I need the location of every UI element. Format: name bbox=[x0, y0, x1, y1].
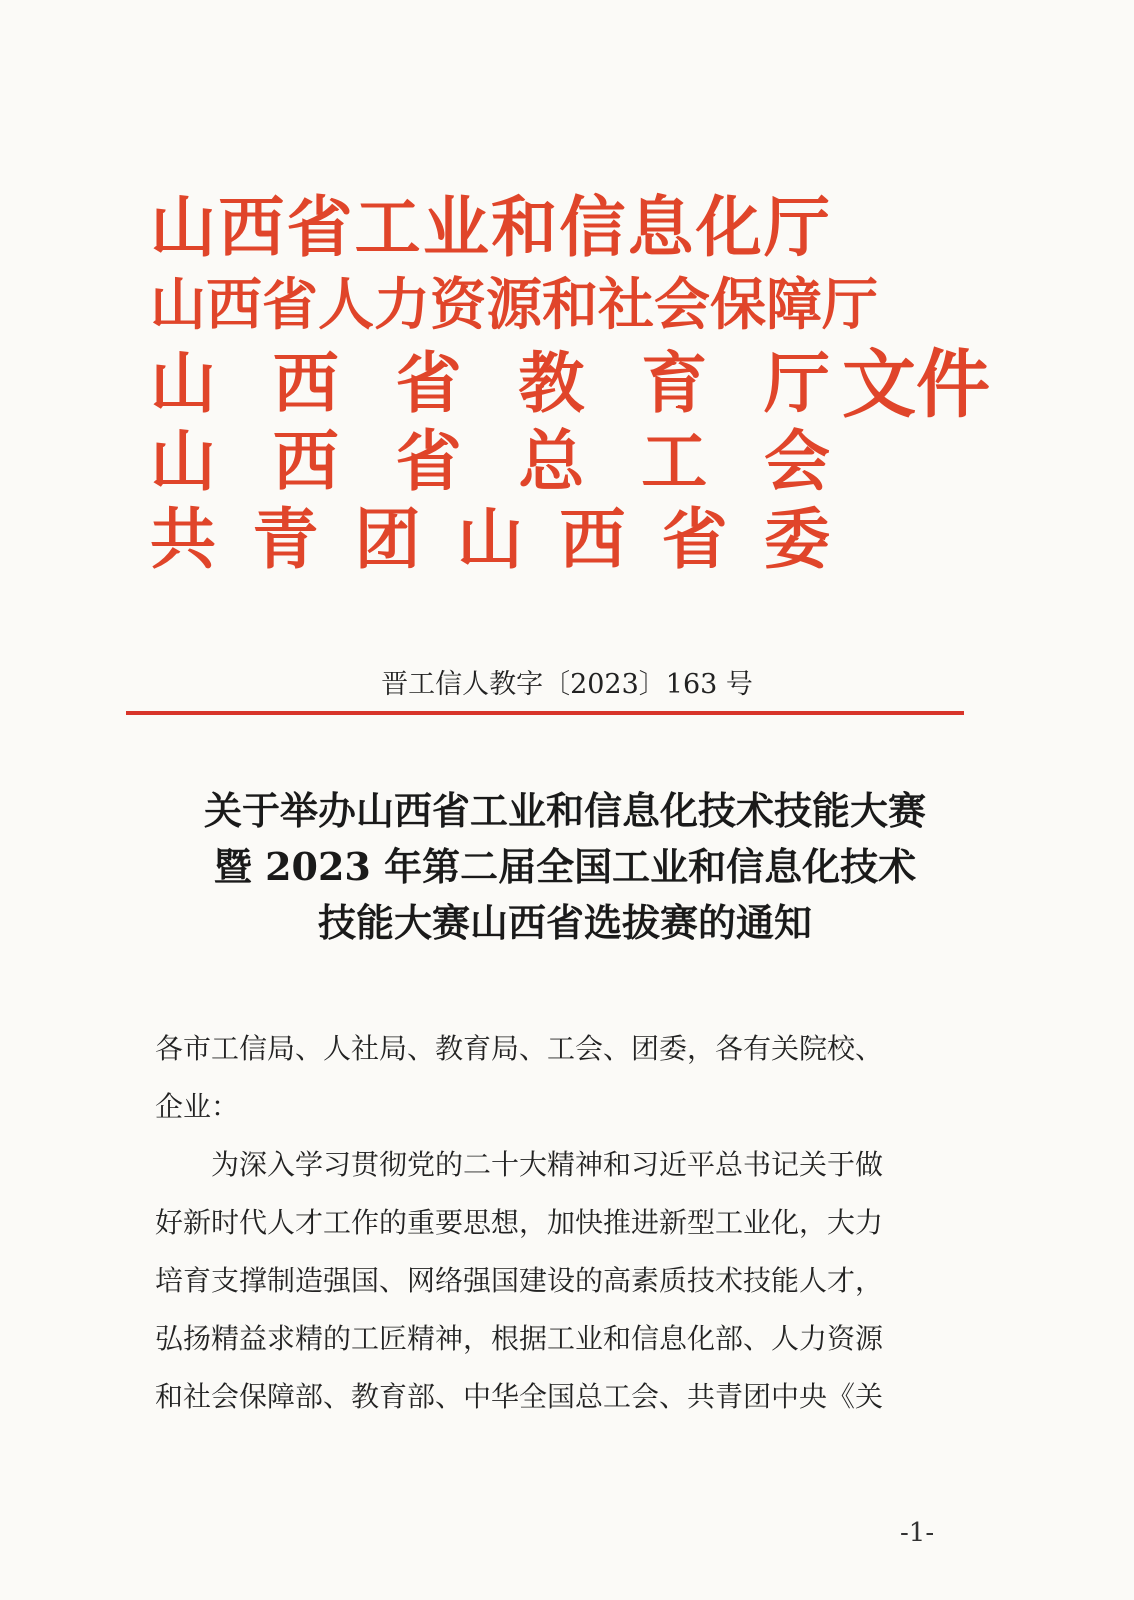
paragraph-line: 弘扬精益求精的工匠精神，根据工业和信息化部、人力资源 bbox=[155, 1322, 884, 1355]
red-divider-line bbox=[126, 711, 964, 715]
issuer-youth-league-committee: 共 青 团 山 西 省 委 bbox=[150, 500, 830, 578]
title-line: 暨 2023 年第二届全国工业和信息化技术 bbox=[213, 844, 917, 889]
file-label: 文件 bbox=[842, 342, 990, 428]
title-line: 技能大赛山西省选拔赛的通知 bbox=[317, 900, 812, 945]
issuing-agencies bbox=[150, 188, 878, 578]
page-number: -1- bbox=[900, 1518, 935, 1548]
paragraph-line: 培育支撑制造强国、网络强国建设的高素质技术技能人才， bbox=[155, 1264, 884, 1297]
salutation: 各市工信局、人社局、教育局、工会、团委，各有关院校、 bbox=[155, 1032, 884, 1065]
issuer-education-dept: 山 西 省 教 育 厅 bbox=[150, 344, 830, 422]
issuer-federation-of-trade-unions: 山 西 省 总 工 会 bbox=[150, 422, 830, 500]
paragraph-line: 为深入学习贯彻党的二十大精神和习近平总书记关于做 bbox=[211, 1148, 884, 1181]
title-line: 关于举办山西省工业和信息化技术技能大赛 bbox=[203, 788, 926, 833]
document-title bbox=[130, 783, 1000, 951]
paragraph-line: 和社会保障部、教育部、中华全国总工会、共青团中央《关 bbox=[155, 1380, 884, 1413]
paragraph-line: 好新时代人才工作的重要思想，加快推进新型工业化，大力 bbox=[155, 1206, 884, 1239]
salutation: 企业： bbox=[155, 1090, 240, 1123]
issuer-industry-it-dept: 山 西 省 工 业 和 信 息 化 厅 bbox=[150, 188, 830, 266]
document-number: 晋工信人教字〔2023〕163 号 bbox=[381, 669, 753, 700]
document-body bbox=[155, 1020, 975, 1426]
issuer-hr-social-security-dept: 山 西 省 人 力 资 源 和 社 会 保 障 厅 bbox=[150, 272, 878, 338]
